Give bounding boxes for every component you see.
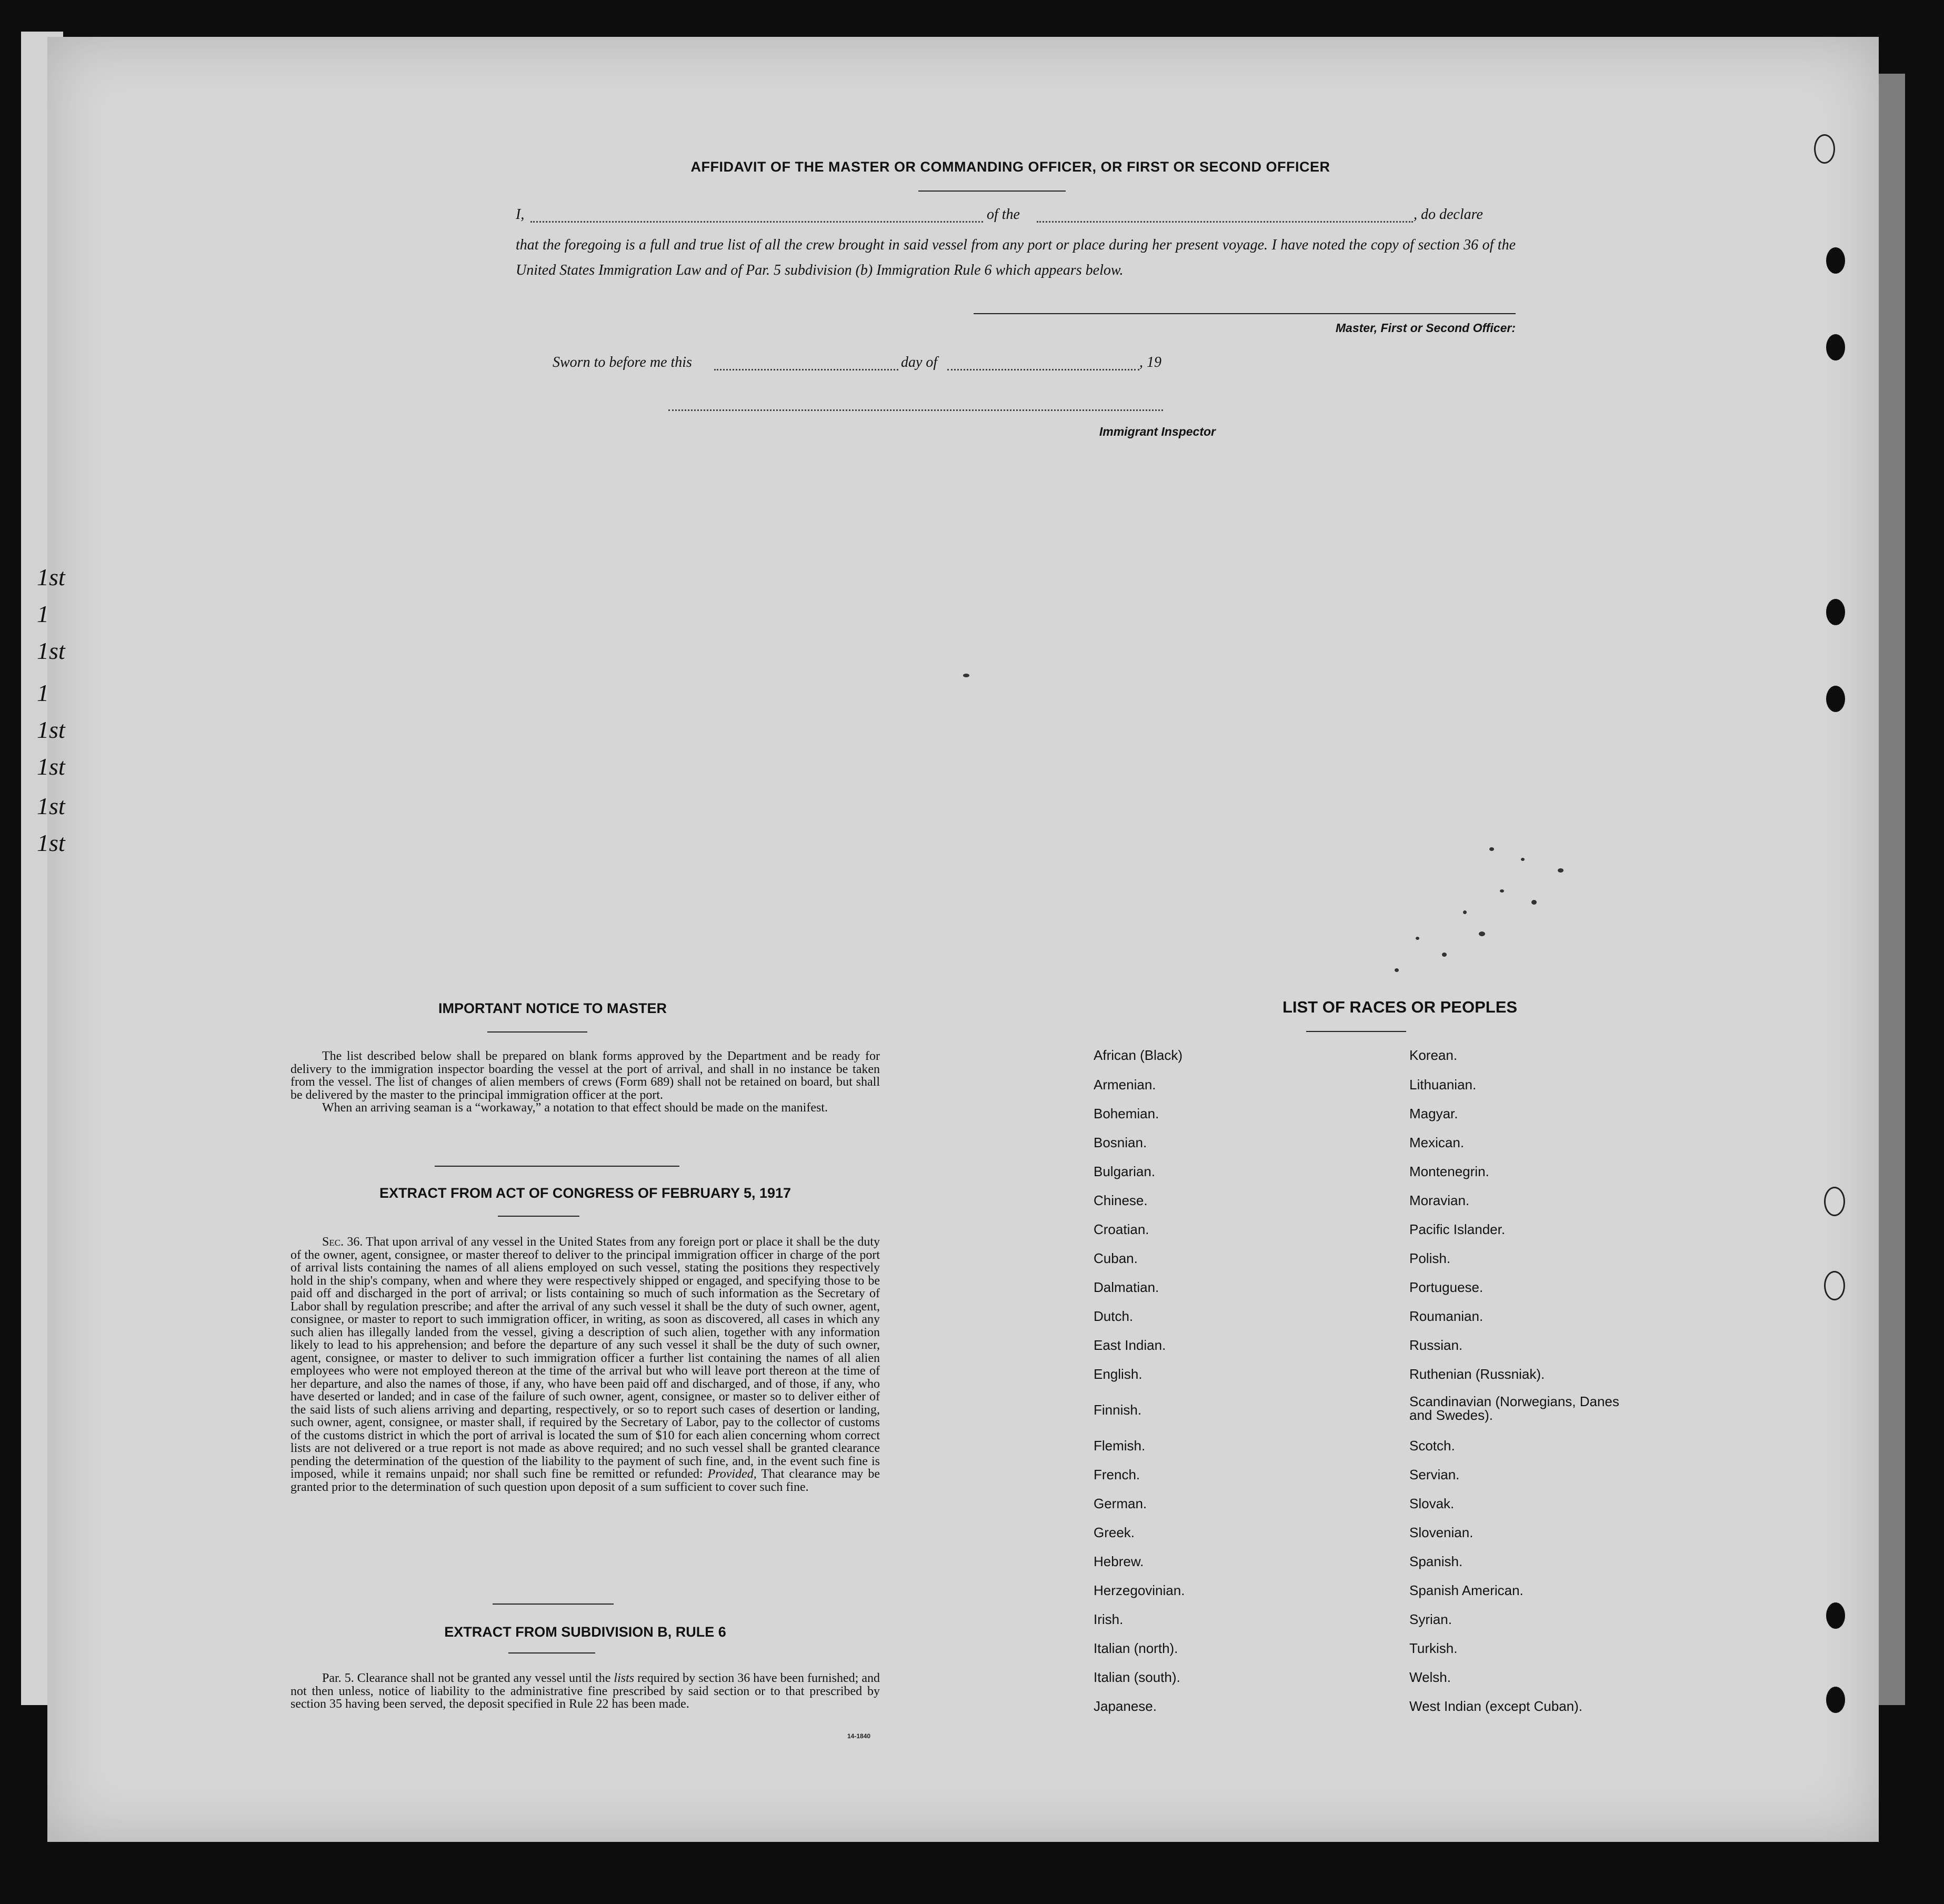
race-item: Russian. [1409,1337,1463,1353]
sworn-row [553,354,1237,375]
affidavit-title: AFFIDAVIT OF THE MASTER OR COMMANDING OFFICER, OR FIRST OR SECOND OFFICER [690,159,1330,175]
race-item: Spanish. [1409,1554,1463,1569]
declarant-prefix: I, [516,206,525,223]
race-item: Chinese. [1094,1192,1148,1208]
handwritten-margin-mark: 1 [37,679,49,706]
race-item: Japanese. [1094,1698,1157,1714]
race-item: Bosnian. [1094,1135,1147,1150]
race-item: Dutch. [1094,1308,1134,1324]
binder-hole-ring [1814,134,1835,164]
inspector-caption: Immigrant Inspector [1099,425,1216,438]
act-text [290,1236,880,1494]
race-item: German. [1094,1496,1147,1511]
race-item: Mexican. [1409,1135,1465,1150]
race-item: Flemish. [1094,1438,1146,1454]
race-item: Bohemian. [1094,1106,1159,1121]
race-item: Herzegovinian. [1094,1582,1185,1598]
race-item: English. [1094,1366,1143,1382]
race-item: Syrian. [1409,1611,1452,1627]
race-item: Korean. [1409,1047,1458,1063]
race-item: Croatian. [1094,1221,1149,1237]
rule-body-end: required by section 36 have been furnished; and not then unless, notice of liability to the administrative fine prescribed by said section or to that prescribed by section 35 having been served, the deposit specified in Rule 22 has been made. [290,1671,880,1711]
race-item: Spanish American. [1409,1582,1524,1598]
handwritten-margin-mark: 1st [37,564,65,590]
ink-speck [963,674,969,677]
ink-speck [1531,900,1537,905]
race-item: Ruthenian (Russniak). [1409,1366,1545,1382]
section-label: Sec. 36. [322,1235,363,1249]
race-item: Italian (south). [1094,1669,1180,1685]
binder-hole [1826,247,1845,274]
act-body: That upon arrival of any vessel in the United States from any foreign port or place it shall be the duty of the owner, agent, consignee, or master thereof to deliver to the principal immigration officer in charge of the port of arrival lists containing the names of all aliens employed on such vessel, stating the positions they respectively hold in the ship's company, when and where they were respectively shipped or engaged, and specifying those to be paid off and discharged in the port of arrival; or lists containing so much of such information as the Secretary of Labor shall by regulation prescribe; and after the arrival of any such vessel it shall be the duty of such owner, agent, consignee, or master to report to such immigration officer, in writing, as soon as discovered, all cases in which any such alien has illegally landed from the vessel, giving a description of such alien, together with any information likely to lead to his apprehension; and before the departure of any such vessel it shall be the duty of such owner, agent, consignee, or master to deliver to such immigration officer a further list containing the names of all alien employees who were not employed thereon at the time of the arrival but who will leave port thereon at the time of her departure, and also the names of those, if any, who have been paid off and discharged, and of those, if any, who have deserted or landed; and in case of the failure of such owner, agent, consignee, or master so to deliver either of the said lists of such aliens arriving and departing, respectively, or so to report such cases of desertion or landing, such owner, agent, consignee, or master shall, if required by the Secretary of Labor, pay to the collector of customs of the customs district in which the port of arrival is located the sum of $10 for each alien concerning whom correct lists are not delivered or a true report is not made as above required; and no such vessel shall be granted clearance pending the determination of the question of the liability to the payment of such fine, and, in the event such fine is imposed, while it remains unpaid; nor shall such fine be remitted or refunded: [290,1235,880,1481]
race-item: African (Black) [1094,1047,1183,1063]
sworn-year: , 19 [1139,354,1161,370]
race-item: Magyar. [1409,1106,1458,1121]
provided-body: That clearance may be granted prior to the determination of such question upon deposit of a sum sufficient to cover such fine. [290,1467,880,1494]
form-number: 14-1840 [847,1732,871,1740]
race-item: Hebrew. [1094,1554,1144,1569]
race-item: Dalmatian. [1094,1279,1159,1295]
handwritten-margin-mark: 1 [37,600,49,627]
race-item: Finnish. [1094,1402,1142,1418]
binder-hole [1826,1602,1845,1629]
inspector-signature-line[interactable] [668,409,1163,411]
form-page [47,37,1879,1842]
notice-paragraph-1: The list described below shall be prepared on blank forms approved by the Department and be ready for delivery to the immigration inspector boarding the vessel at the port of arrival, and shall in no instance be taken from the vessel. The list of changes of alien members of crews (Form 689) shall not be retained on board, but shall be delivered by the master to the principal immigration officer at the port. [290,1049,880,1102]
handwritten-margin-mark: 1st [37,829,65,856]
signature-caption: Master, First or Second Officer: [1335,321,1516,335]
binder-hole [1826,686,1845,712]
title-underline [918,191,1066,192]
vessel-prefix: of the [987,206,1020,223]
notice-paragraph-2: When an arriving seaman is a “workaway,” a notation to that effect should be made on the manifest. [322,1101,828,1115]
do-declare-text: , do declare [1414,206,1483,223]
signature-line[interactable] [974,313,1516,314]
ink-speck [1521,858,1525,861]
race-item: Scandinavian (Norwegians, Danes and Swedes). [1409,1394,1619,1423]
binder-hole [1826,334,1845,360]
race-item: East Indian. [1094,1337,1166,1353]
act-divider [493,1604,614,1605]
sworn-day-of: day of [901,354,938,370]
race-item: Greek. [1094,1525,1135,1540]
race-item: Montenegrin. [1409,1164,1489,1179]
rule-title-underline [508,1652,595,1654]
notice-title-underline [487,1031,587,1033]
binder-hole [1826,1687,1845,1713]
affidavit-declaration-line [516,206,1516,227]
rule-lists: lists [614,1671,635,1685]
race-item: Scotch. [1409,1438,1455,1454]
provided-label: Provided, [707,1467,757,1481]
race-item: West Indian (except Cuban). [1409,1698,1583,1714]
race-item: Polish. [1409,1250,1451,1266]
ink-speck [1395,968,1399,972]
race-item: Irish. [1094,1611,1124,1627]
handwritten-margin-mark: 1st [37,716,65,743]
rule-body-start: Par. 5. Clearance shall not be granted any vessel until the [322,1671,611,1685]
act-title: EXTRACT FROM ACT OF CONGRESS OF FEBRUARY 5, 1917 [379,1185,791,1201]
race-item: Slovenian. [1409,1525,1474,1540]
race-item: Roumanian. [1409,1308,1484,1324]
handwritten-margin-mark: 1st [37,637,65,664]
race-item: Bulgarian. [1094,1164,1156,1179]
ink-speck [1442,953,1447,957]
rule-title: EXTRACT FROM SUBDIVISION B, RULE 6 [444,1624,726,1640]
handwritten-margin-mark: 1st [37,753,65,780]
sworn-month-field[interactable] [947,369,1139,370]
ink-speck [1463,910,1467,914]
notice-divider [435,1166,679,1167]
binder-hole-ring [1824,1271,1845,1300]
race-item: Welsh. [1409,1669,1451,1685]
race-item: Moravian. [1409,1192,1470,1208]
sworn-prefix: Sworn to before me this [553,354,692,370]
vessel-name-field[interactable] [1037,221,1413,223]
ink-speck [1416,937,1419,940]
race-item: Slovak. [1409,1496,1455,1511]
notice-text [290,1050,880,1115]
binder-hole-ring [1824,1187,1845,1216]
act-title-underline [498,1216,579,1217]
affidavit-body: that the foregoing is a full and true list of all the crew brought in said vessel from any port or place during her present voyage. I have noted the copy of section 36 of the United States Immigration Law and of Par. 5 subdivision (b) Immigration Rule 6 which appears below. [516,237,1516,278]
race-item: Turkish. [1409,1640,1458,1656]
notice-title: IMPORTANT NOTICE TO MASTER [438,1000,667,1016]
ink-speck [1489,847,1494,851]
race-item: French. [1094,1467,1140,1482]
race-item: Portuguese. [1409,1279,1484,1295]
ink-speck [1500,889,1504,893]
race-item: Italian (north). [1094,1640,1178,1656]
rule-text [290,1672,880,1711]
handwritten-margin-mark: 1st [37,793,65,819]
race-item: Pacific Islander. [1409,1221,1506,1237]
binder-hole [1826,599,1845,625]
ink-speck [1479,931,1485,936]
races-title: LIST OF RACES OR PEOPLES [1282,998,1518,1016]
race-item: Servian. [1409,1467,1460,1482]
declarant-name-field[interactable] [530,221,983,223]
ink-speck [1558,868,1564,873]
race-item: Armenian. [1094,1077,1156,1093]
sworn-day-field[interactable] [714,369,898,370]
race-item: Lithuanian. [1409,1077,1477,1093]
races-title-underline [1306,1031,1406,1032]
race-item: Cuban. [1094,1250,1138,1266]
